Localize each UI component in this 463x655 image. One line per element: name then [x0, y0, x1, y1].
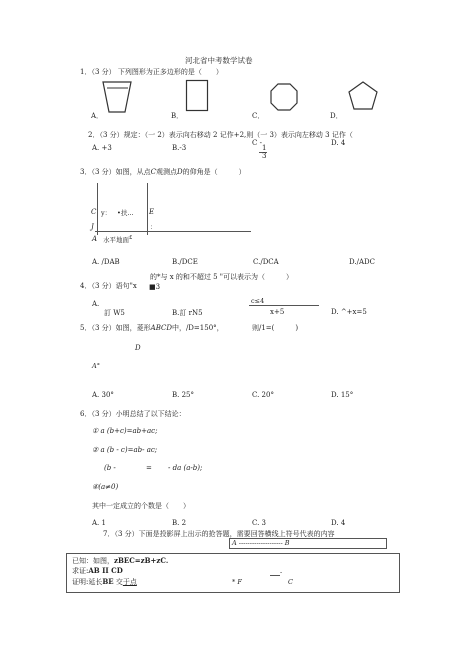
q3-stem-pre: 3．（3 分）如图，从点	[80, 168, 151, 176]
q3-stem-point-c: C	[150, 168, 156, 176]
q3-ground-text: 水平地面	[103, 236, 129, 245]
q6-option-c: C. 3	[252, 519, 267, 527]
q6-option-d: D. 4	[331, 519, 346, 527]
q1-option-c: C．	[252, 112, 265, 120]
q2-option-a: A. +3	[92, 144, 112, 152]
q1-pentagon-figure	[348, 81, 380, 113]
q3-label-e: E	[149, 208, 155, 216]
q4-option-c-bar	[249, 305, 319, 306]
q3-label-c: C	[91, 208, 97, 216]
q4-option-d: D. ^+x=5	[331, 308, 367, 316]
q3-ground-line	[95, 231, 251, 232]
q2-option-d: D. 4	[331, 139, 346, 147]
q7-label-f: * F	[232, 578, 242, 586]
q3-label-a: A	[92, 235, 98, 243]
q3-stem-mid: 观测点	[156, 168, 177, 176]
q4-option-a: 訂 W5	[104, 309, 125, 317]
q1-trapezoid-figure	[103, 80, 133, 114]
q6-question: 其中一定成立的个数是（ ）	[92, 502, 190, 510]
q4-top-line: 的*与 x 的和不超过 5 "可以表示为（ ）	[150, 273, 294, 281]
page-title: 河北省中考数学试卷	[185, 56, 253, 65]
q6-statement-2: ② a (b - c)=ab- ac;	[92, 446, 158, 454]
q1-option-a: A．	[91, 112, 104, 120]
q5-option-b: B. 25°	[172, 391, 195, 399]
q3-label-eye: •扶...	[117, 209, 134, 217]
question-3-stem	[80, 167, 246, 177]
question-1-stem: 1．（3 分） 下列图形为正多边形的是（ ）	[80, 68, 223, 76]
q4-option-c: x+5	[270, 308, 285, 316]
q6-statement-3b: =	[146, 464, 152, 472]
q5-option-a: A. 30°	[92, 391, 114, 399]
q7-prove-goal: AB II CD	[88, 566, 123, 575]
q7-known	[72, 556, 168, 566]
q7-mark: -	[280, 568, 283, 576]
q6-statement-4: ④(a≠0)	[92, 483, 119, 491]
q2-option-b: B.-3	[172, 144, 187, 152]
q5-label-a: A°	[92, 362, 100, 370]
q5-option-d: D. 15°	[331, 391, 354, 399]
q3-option-c: C./DCA	[253, 258, 279, 266]
q6-option-b: B. 2	[172, 519, 187, 527]
q6-option-a: A. 1	[92, 519, 106, 527]
q4-option-b: B.訂 rN5	[172, 309, 203, 317]
question-2-stem: 2．（3 分）规定：（一 2）表示向右移动 2 记作+2,则（一 3）表示向左移动 3 记作（	[88, 131, 353, 139]
q3-ground-mark: £	[129, 235, 133, 241]
q3-option-a: A. /DAB	[92, 258, 120, 266]
q7-proof	[72, 577, 137, 587]
q7-prove	[72, 566, 123, 576]
q3-option-d: D./ADC	[349, 258, 375, 266]
q3-stem-point-d: D	[177, 168, 183, 176]
q1-rectangle-figure	[186, 80, 212, 114]
question-4-stem: 4．（3 分）语句"x	[80, 282, 137, 290]
question-5-stem	[80, 323, 224, 333]
q3-option-b: B./DCE	[172, 258, 198, 266]
q3-label-y: y：	[101, 209, 112, 217]
q7-known-condition: zBEC=zB+zC.	[114, 556, 169, 565]
question-6-stem: 6．（3 分）小明总结了以下结论：	[80, 410, 186, 418]
q3-stem-post: 的仰角是（ ）	[182, 168, 246, 176]
q5-stem-post: 则/1=( )	[252, 324, 299, 332]
q3-label-ground	[103, 235, 132, 244]
q7-proof-be: BE	[102, 577, 114, 586]
q7-proof-pre: 证明:延长	[72, 578, 103, 586]
q5-option-c: C. 20°	[252, 391, 274, 399]
q3-label-j: J	[91, 223, 94, 231]
q1-option-b: B．	[171, 112, 184, 120]
q7-figure-line	[270, 575, 280, 576]
q3-label-colon: ：	[150, 223, 157, 231]
q5-stem-abcd: ABCD	[150, 324, 172, 332]
q1-octagon-figure	[270, 83, 300, 113]
q6-statement-3a: (b -	[104, 464, 116, 472]
q2-option-c: C -	[252, 139, 262, 147]
q7-label-c: C	[288, 578, 293, 586]
question-7-stem: 7．（3 分）下面是投影屏上出示的抢答题，需要回答横线上符号代表的内容	[103, 530, 335, 538]
q1-option-d: D．	[330, 112, 343, 120]
q3-left-vertical-line	[97, 183, 98, 235]
q2-option-c-denominator: 3	[262, 152, 267, 160]
q2-option-c-numerator: 1	[262, 144, 267, 152]
q4-stem-mark: ■3	[149, 283, 161, 291]
q4-option-a-label: A.	[92, 300, 100, 308]
q7-ab-figure: A -------------------- B	[232, 539, 290, 547]
q5-stem-pre: 5．（3 分）如图，菱形	[80, 324, 151, 332]
q7-proof-post: 交	[115, 578, 123, 586]
q4-option-c-top: c≤4	[251, 297, 265, 305]
q6-statement-1: ① a (b+c)=ab+ac;	[92, 427, 158, 435]
q5-stem-mid: 中，/D=150°，	[171, 324, 224, 332]
q5-label-d: D	[135, 344, 141, 352]
q7-proof-link: 于点	[122, 578, 137, 586]
q7-prove-pre: 求证:	[72, 567, 89, 575]
q3-right-vertical-line	[147, 183, 148, 235]
q7-known-pre: 已知：如图，	[72, 557, 114, 565]
q6-statement-3c: - da (a-b);	[168, 464, 203, 472]
